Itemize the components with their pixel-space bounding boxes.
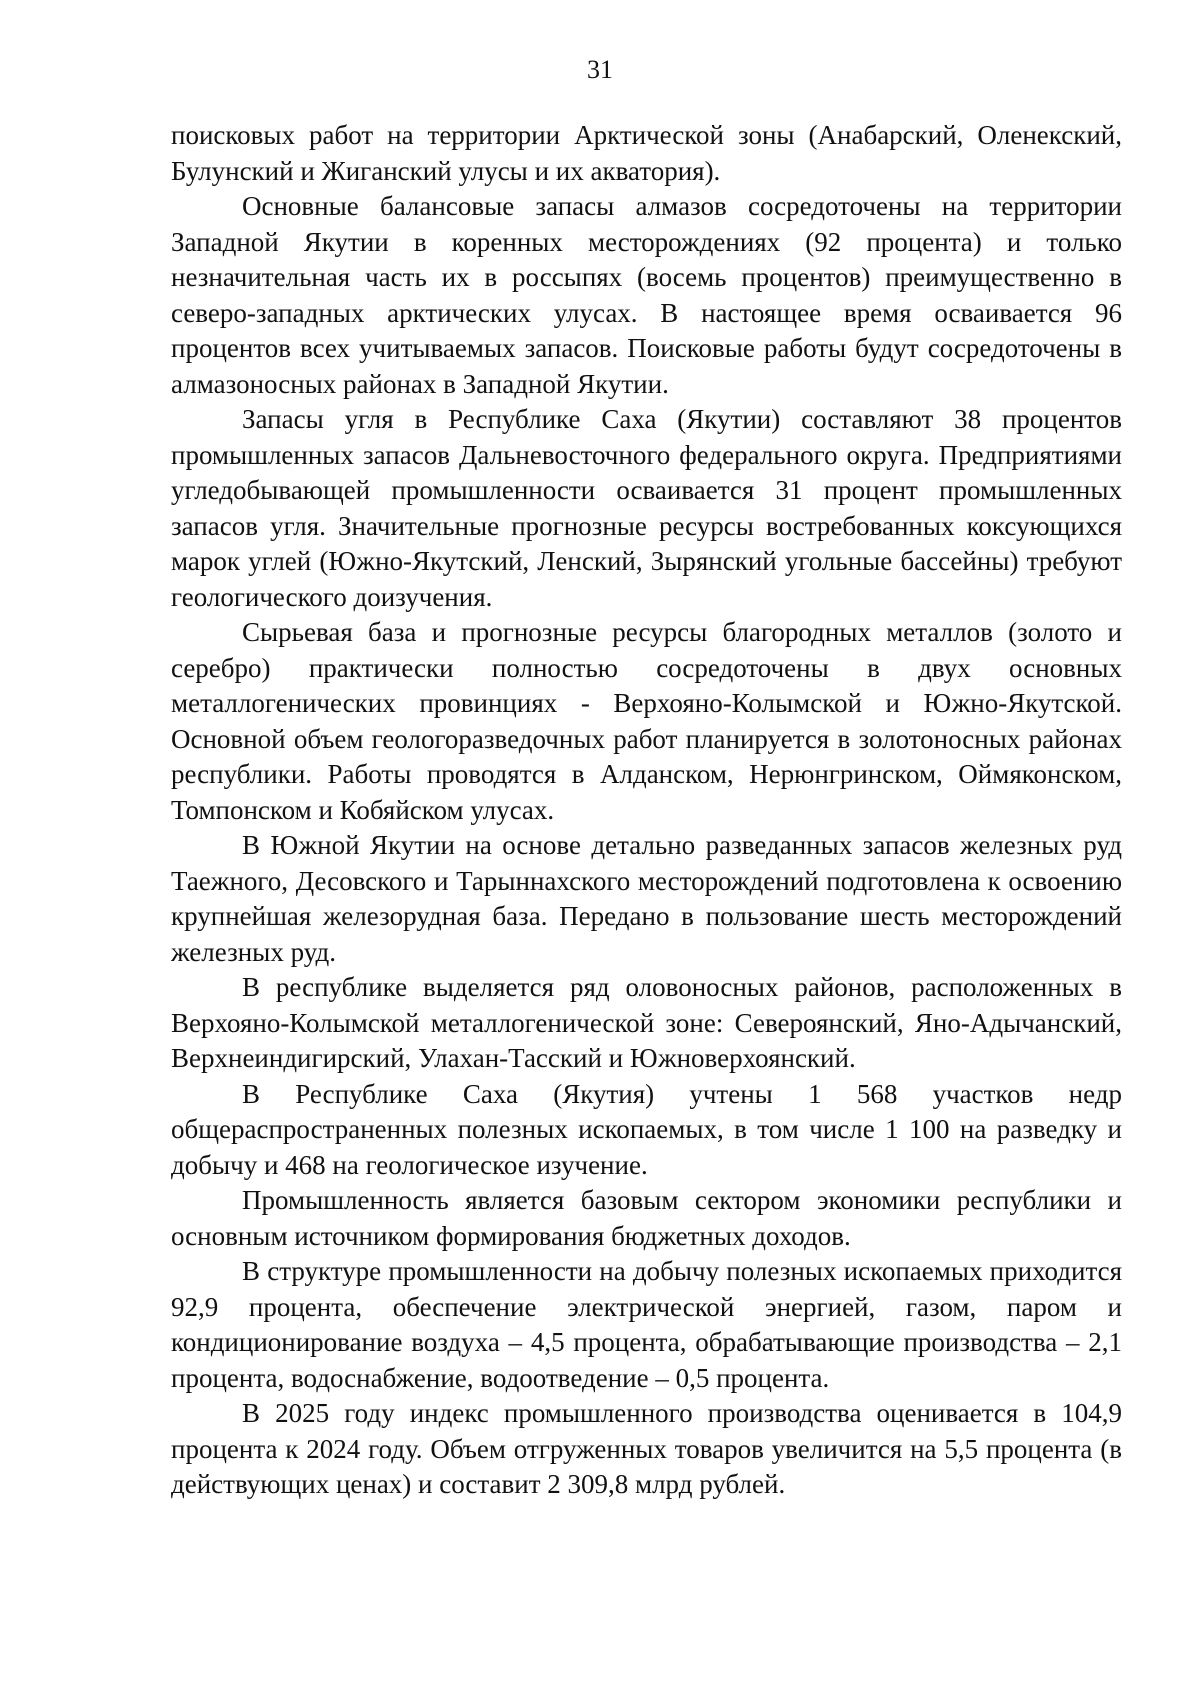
paragraph-precious-metals: Сырьевая база и прогнозные ресурсы благородных металлов (золото и серебро) практически полностью сосредоточены в двух основных металлогенических провинциях - Верхояно-Колымской и Южно-Якутской. Основной объем геологоразведочных работ планируется в золотоносных районах республики. Работы проводятся в Алданском, Нерюнгринском, Оймяконском, Томпонском и Кобяйском улусах. xyxy=(171,617,1122,825)
paragraph-industry-structure: В структуре промышленности на добычу полезных ископаемых приходится 92,9 процента, обеспечение электрической энергией, газом, паром и кондиционирование воздуха – 4,5 процента, обрабатывающие производства – 2,1 процента, водоснабжение, водоотведение – 0,5 процента. xyxy=(171,1256,1122,1393)
paragraph-coal-reserves: Запасы угля в Республике Саха (Якутии) составляют 38 процентов промышленных запасов Дальневосточного федерального округа. Предприятиями угледобывающей промышленности осваивается 31 процент промышленных запасов угля. Значительные прогнозные ресурсы востребованных коксующихся марок углей (Южно-Якутский, Ленский, Зырянский угольные бассейны) требуют геологического доизучения. xyxy=(171,404,1122,612)
paragraph-tin-districts: В республике выделяется ряд оловоносных районов, расположенных в Верхояно-Колымской металлогенической зоне: Североянский, Яно-Адычанский, Верхнеиндигирский, Улахан-Тасский и Южноверхоянский. xyxy=(171,972,1122,1073)
paragraph-iron-ore: В Южной Якутии на основе детально разведанных запасов железных руд Таежного, Десовского и Тарыннахского месторождений подготовлена к освоению крупнейшая железорудная база. Передано в пользование шесть месторождений железных руд. xyxy=(171,830,1122,967)
paragraph-continuation: поисковых работ на территории Арктической зоны (Анабарский, Оленекский, Булунский и Жиганский улусы и их акватория). xyxy=(171,120,1122,186)
body-text xyxy=(171,118,1122,1503)
paragraph-diamond-reserves: Основные балансовые запасы алмазов сосредоточены на территории Западной Якутии в коренных месторождениях (92 процента) и только незначительная часть их в россыпях (восемь процентов) преимущественно в северо-западных арктических улусах. В настоящее время осваивается 96 процентов всех учитываемых запасов. Поисковые работы будут сосредоточены в алмазоносных районах в Западной Якутии. xyxy=(171,191,1122,399)
paragraph-industry-role: Промышленность является базовым сектором экономики республики и основным источником формирования бюджетных доходов. xyxy=(171,1185,1122,1251)
paragraph-subsoil-plots: В Республике Саха (Якутия) учтены 1 568 участков недр общераспространенных полезных ископаемых, в том числе 1 100 на разведку и добычу и 468 на геологическое изучение. xyxy=(171,1078,1122,1180)
page-number: 31 xyxy=(587,55,613,84)
paragraph-production-index: В 2025 году индекс промышленного производства оценивается в 104,9 процента к 2024 году. Объем отгруженных товаров увеличится на 5,5 процента (в действующих ценах) и составит 2 309,8 млрд рублей. xyxy=(171,1398,1122,1499)
